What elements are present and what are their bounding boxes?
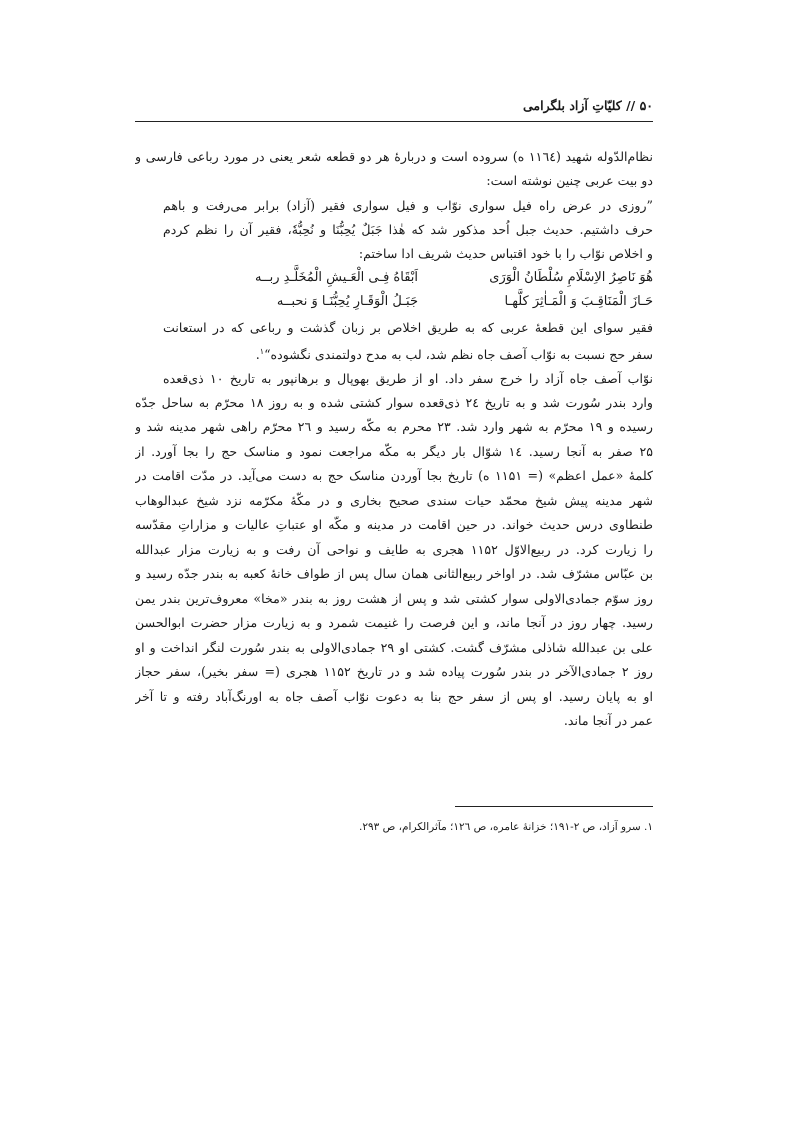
body-line: شهر مدینه پیش شیخ محمّد حیات سندی صحیح بخاری و در مکّهٔ مکرّمه نزد شیخ عبدالوهاب <box>135 493 653 508</box>
body-line: رسیده و ۱۹ محرّم به شهر وارد شد. ۲۳ محرم به مکّه رسید و ۲٦ محرّم راهی شهر مدینه شد و <box>135 419 653 434</box>
verse-hemistich: هُوَ نَاصِرُ الاِسْلَامِ سُلْطَانُ الْوَرَی <box>489 270 653 285</box>
quote-line: و اخلاص نوّاب را با خود اقتباس حدیث شریف ادا ساختم: <box>358 246 653 261</box>
body-line: او به پایان رسید. او پس از سفر حج بنا به دعوت نوّاب آصف جاه به اورنگ‌آباد رفته و تا آخر <box>135 689 653 704</box>
quote-line: فقیر سوای این قطعهٔ عربی که به طریق اخلاص بر زبان گذشت و رباعی که در استعانت <box>163 320 653 335</box>
body-line: رسید. چهار روز در آنجا ماند، و این فرصت را غنیمت شمرد و به زیارت مزار حضرت ابوالحسن <box>135 615 653 630</box>
body-line: روز سوّم جمادی‌الاولی سوار کشتی شد و پس از هشت روز به بندر «مخا» معروف‌ترین بندر یمن <box>135 591 653 606</box>
body-line: را زیارت کرد. در ربیع‌الاوّل ۱۱۵۲ هجری به طایف و نواحی آن رفت و به زیارت مزار عبدالله <box>135 542 653 557</box>
body-line: روز ۲ جمادی‌الآخر در بندر سُورت پیاده شد و در تاریخ ۱۱۵۲ هجری (= سفر بخیر)، سفر حجاز <box>135 664 653 679</box>
page-number: ۵۰ <box>639 98 653 113</box>
body-line: کلمهٔ «عمل اعظم» (= ۱۱۵۱ ه) تاریخ بجا آوردن مناسک حج به دست می‌آید. در مدّت اقامت در <box>135 468 653 483</box>
quote-end-punct: . <box>255 347 260 363</box>
running-header <box>135 97 653 115</box>
footnote: ۱. سرو آزاد، ص ۲-۱۹۱؛ خزانهٔ عامره، ص ۱۲٦؛ مآثرالکرام، ص ۲۹۳. <box>359 821 653 833</box>
header-separator: // <box>626 98 636 113</box>
text-line: دو بیت عربی چنین نوشته است: <box>486 173 653 188</box>
quote-line <box>163 340 653 364</box>
verse-hemistich: حَـازَ الْمَنَاقِـبَ وَ الْمَـاٰثِرَ کلَّهـا <box>504 294 653 309</box>
body-line: علی بن عبدالله شاذلی مشرّف گشت. کشتی او ۲۹ جمادی‌الاولی به بندر سُورت لنگر انداخت و او <box>135 640 653 655</box>
body-line: طنطاوی درس حدیث خواند. در حین اقامت در مدینه و مکّه او عتباتِ عالیات و مزاراتِ مقدّسه <box>135 517 653 532</box>
body-line: نوّاب آصف جاه آزاد را خرج سفر داد. او از طریق بهوپال و برهانپور به تاریخ ۱۰ ذی‌قعده <box>163 371 653 386</box>
body-line: ۲۵ صفر به آنجا رسید. ۱٤ شوّال بار دیگر به مکّه مراجعت نمود و مناسک حج را بجا آورد. از <box>135 444 653 459</box>
verse-hemistich: اَبْقَاهُ فِـی الْعَـیشِ الْمُخَلَّـدِ ربــه <box>254 270 418 285</box>
verse-hemistich: جَبَـلُ الْوَقَـارِ یُحِبُّنَـا وَ نحبــه <box>276 294 418 309</box>
footnote-reference: ۱ <box>259 347 265 356</box>
footnote-rule <box>455 806 653 807</box>
header-rule <box>135 121 653 122</box>
body-line: بن عبّاس مشرّف شد. در اواخر ربیع‌الثانی همان سال پس از طواف خانهٔ کعبه به بندر جدّه رسید و <box>135 566 653 581</box>
quote-line: ”روزی در عرض راه فیل سواری نوّاب و فیل سواری فقیر (آزاد) برابر می‌رفت و باهم <box>163 198 653 213</box>
text-line: نظام‌الدّوله شهید (۱۱٦٤ ه) سروده است و دربارهٔ هر دو قطعه شعر یعنی در مورد رباعی فارسی و <box>135 149 653 164</box>
body-line: وارد بندر سُورت شد و به تاریخ ۲٤ ذی‌قعده سوار کشتی شده و به روز ۱۸ محرّم به ساحل جدّه <box>135 395 653 410</box>
quote-line: حرف داشتیم. حدیث جبل اُحد مذکور شد که هٰذا جَبَلٌ یُحِبُّنَا و نُحِبُّهٗ، فقیر آن را نظم کردم <box>163 222 653 237</box>
body-line: عمر در آنجا ماند. <box>563 713 653 728</box>
book-title: کلیّاتِ آزاد بلگرامی <box>523 98 622 113</box>
quote-closing-text: سفر حج نسبت به نوّاب آصف جاه نظم شد، لب به مدح دولتمندی نگشوده“ <box>264 347 653 363</box>
